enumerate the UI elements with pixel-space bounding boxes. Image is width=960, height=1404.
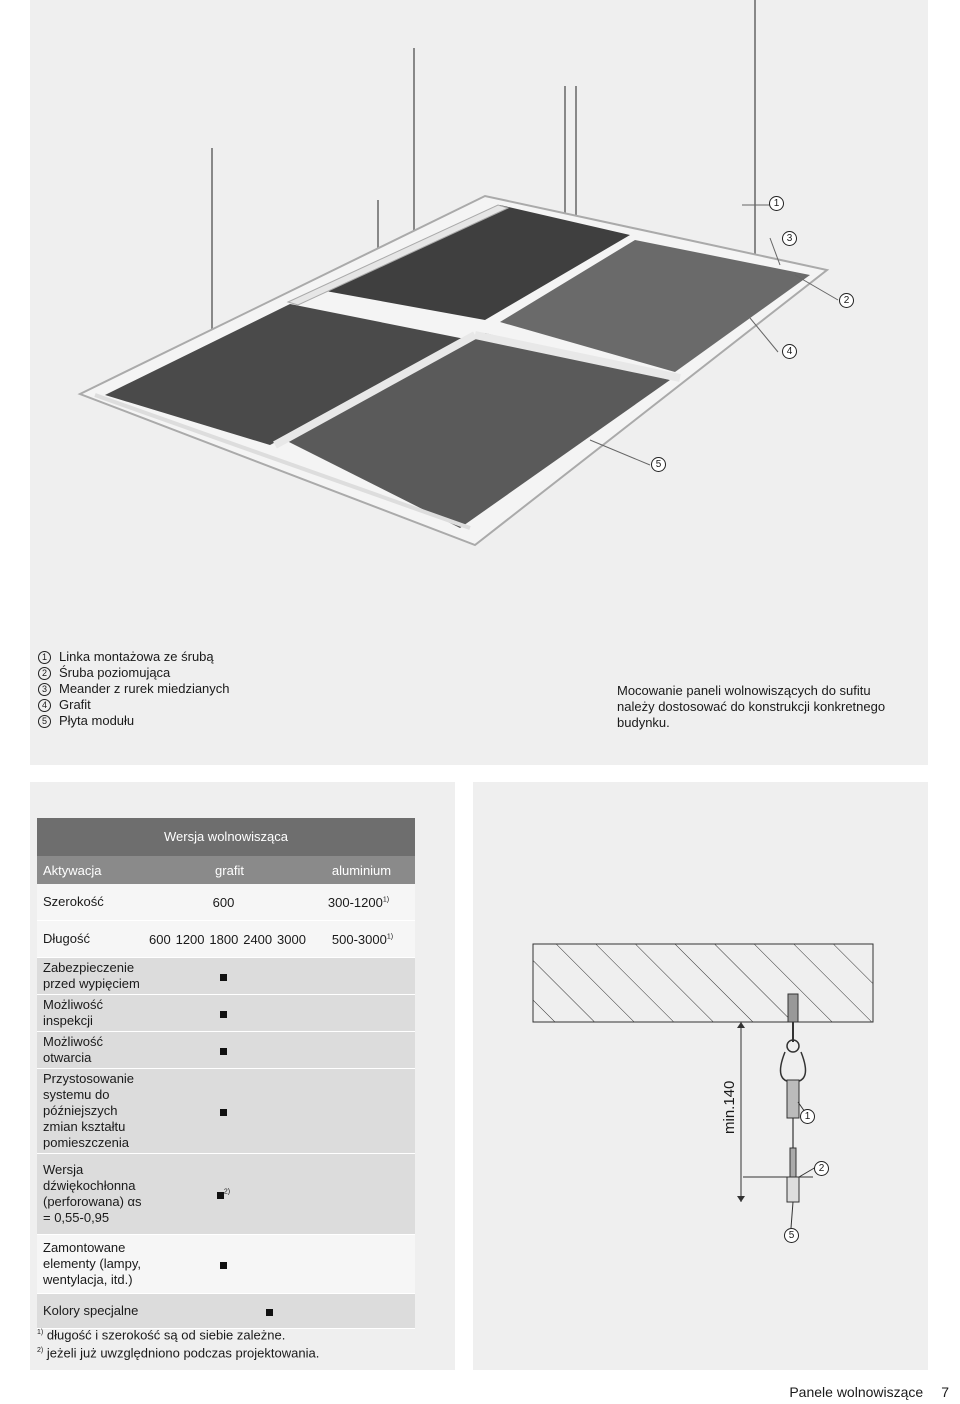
width-aluminium xyxy=(302,895,415,910)
check-square-icon xyxy=(266,1309,273,1316)
feature-row xyxy=(37,1032,415,1069)
feature-row xyxy=(37,1069,415,1154)
header-grafit: grafit xyxy=(215,862,244,878)
footnote-num: 1) xyxy=(37,1329,44,1336)
header-label: Aktywacja xyxy=(43,862,102,878)
length-value: 2400 xyxy=(243,931,273,947)
check-square-icon xyxy=(220,1262,227,1269)
table-title: Wersja wolnowisząca xyxy=(37,818,415,856)
length-grafit xyxy=(145,932,310,947)
width-row xyxy=(37,884,415,921)
length-row xyxy=(37,921,415,958)
legend-item xyxy=(38,713,230,729)
feature-row xyxy=(37,1294,415,1329)
footnotes xyxy=(37,1325,319,1362)
legend-text: Grafit xyxy=(59,697,91,712)
callout-5: 5 xyxy=(784,1228,799,1243)
footnote-num: 2) xyxy=(37,1347,44,1355)
feature-row xyxy=(37,958,415,995)
width-label: Szerokość xyxy=(43,894,104,909)
legend-text: Linka montażowa ze śrubą xyxy=(59,649,214,664)
length-value: 1800 xyxy=(209,931,239,947)
feature-label: Kolory specjalne xyxy=(43,1303,139,1318)
footnote-ref: 2) xyxy=(223,1188,231,1196)
callout-5: 5 xyxy=(651,457,666,472)
feature-label: Zabezpieczenie przed wypięciem xyxy=(43,960,140,991)
mounting-note: Mocowanie paneli wolnowiszących do sufitu należy dostosować do konstrukcji konkretnego budynku. xyxy=(617,683,886,730)
footnote-ref: 1) xyxy=(382,896,390,904)
check-square-icon xyxy=(220,1109,227,1116)
length-value: 1200 xyxy=(175,931,205,947)
feature-mark xyxy=(145,1043,302,1058)
length-value: 3000 xyxy=(277,931,306,947)
length-aluminium-value: 500-3000 xyxy=(331,931,387,947)
feature-row xyxy=(37,1154,415,1235)
spec-table xyxy=(37,818,415,1329)
legend-text: Meander z rurek miedzianych xyxy=(59,681,230,696)
width-aluminium-value: 300-1200 xyxy=(327,894,383,910)
check-square-icon xyxy=(220,974,227,981)
check-square-icon xyxy=(220,1048,227,1055)
feature-label: Wersja dźwiękochłonna (perforowana) αs = 0,55-0,95 xyxy=(43,1162,142,1225)
legend-item xyxy=(38,649,230,665)
page-number: 7 xyxy=(941,1384,949,1400)
footnote-text: długość i szerokość są od siebie zależne. xyxy=(46,1327,286,1343)
callout-3: 3 xyxy=(782,231,797,246)
length-aluminium xyxy=(310,932,415,947)
dimension-label: min.140 xyxy=(721,1080,738,1134)
feature-mark xyxy=(145,1187,302,1202)
feature-row xyxy=(37,995,415,1032)
legend-text: Śruba poziomująca xyxy=(59,665,171,680)
legend-item xyxy=(38,681,230,697)
feature-label: Możliwość inspekcji xyxy=(43,997,103,1028)
feature-mark xyxy=(145,1104,302,1119)
feature-mark xyxy=(145,969,302,984)
suspension-detail-drawing xyxy=(473,782,928,1370)
check-square-icon xyxy=(220,1011,227,1018)
legend-item xyxy=(38,697,230,713)
footer-title: Panele wolnowiszące xyxy=(789,1384,924,1400)
footnote-text: jeżeli już uwzględniono podczas projektowania. xyxy=(46,1345,320,1361)
legend-item xyxy=(38,665,230,681)
callout-4: 4 xyxy=(782,344,797,359)
callout-2: 2 xyxy=(814,1161,829,1176)
check-square-icon xyxy=(217,1192,224,1199)
footnote xyxy=(37,1343,319,1361)
detail-panel xyxy=(473,782,928,1370)
footnote-ref: 1) xyxy=(386,933,394,941)
feature-label: Przystosowanie systemu do późniejszych zmian kształtu pomieszczenia xyxy=(43,1071,135,1150)
legend xyxy=(38,649,230,729)
legend-num: 2 xyxy=(38,667,51,680)
header-aluminium: aluminium xyxy=(331,862,392,878)
callout-2: 2 xyxy=(839,293,854,308)
callout-1: 1 xyxy=(769,196,784,211)
feature-mark xyxy=(237,1304,302,1319)
length-value: 600 xyxy=(149,931,171,947)
feature-mark xyxy=(145,1257,302,1272)
feature-mark xyxy=(145,1006,302,1021)
legend-num: 5 xyxy=(38,715,51,728)
width-grafit: 600 xyxy=(212,894,235,910)
length-label: Długość xyxy=(43,931,90,946)
feature-row xyxy=(37,1235,415,1294)
table-header xyxy=(37,856,415,884)
legend-num: 3 xyxy=(38,683,51,696)
legend-num: 4 xyxy=(38,699,51,712)
feature-label: Zamontowane elementy (lampy, wentylacja, itd.) xyxy=(43,1240,142,1287)
legend-text: Płyta modułu xyxy=(59,713,135,728)
feature-label: Możliwość otwarcia xyxy=(43,1034,103,1065)
callout-1: 1 xyxy=(800,1109,815,1124)
page-footer xyxy=(789,1384,949,1400)
footnote xyxy=(37,1325,319,1343)
legend-num: 1 xyxy=(38,651,51,664)
